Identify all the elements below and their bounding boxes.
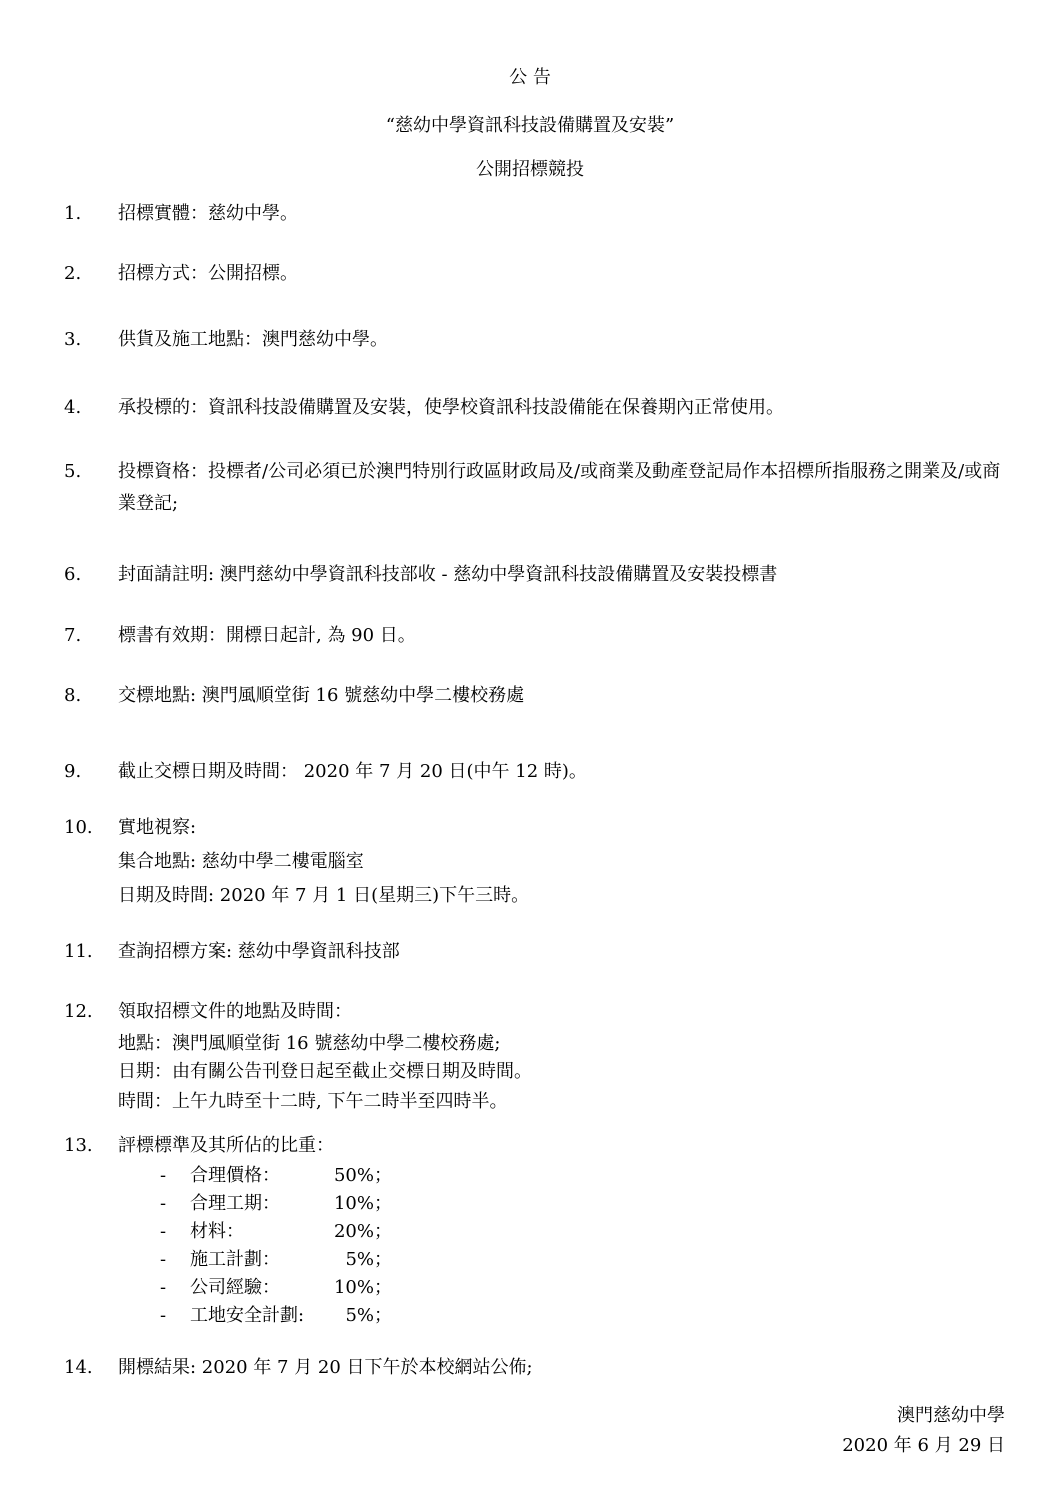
item-number: 9. (64, 761, 82, 782)
item-number: 7. (64, 625, 82, 646)
item-text: 供貨及施工地點：澳門慈幼中學。 (118, 329, 388, 350)
item-number: 5. (64, 461, 82, 482)
item-number: 3. (64, 329, 82, 350)
item-text: 截止交標日期及時間： 2020 年 7 月 20 日(中午 12 時)。 (118, 761, 587, 782)
criteria-label: 施工計劃： (190, 1249, 280, 1270)
criteria-bullet: - (160, 1277, 167, 1298)
criteria-weight: 5%； (345, 1305, 392, 1326)
issue-date: 2020 年 6 月 29 日 (842, 1435, 1005, 1456)
criteria-label: 工地安全計劃: (190, 1305, 305, 1326)
criteria-weight: 50%； (333, 1165, 392, 1186)
criteria-weight: 20%； (333, 1221, 392, 1242)
item-text: 投標資格：投標者/公司必須已於澳門特別行政區財政局及/或商業及動產登記局作本招標所指服務之開業及/或商業登記; (118, 461, 1001, 514)
item-text: 封面請註明: 澳門慈幼中學資訊科技部收 - 慈幼中學資訊科技設備購置及安裝投標書 (118, 564, 778, 585)
item-number: 14. (64, 1357, 93, 1378)
item-text: 標書有效期：開標日起計, 為 90 日。 (118, 625, 416, 646)
criteria-label: 公司經驗： (190, 1277, 280, 1298)
item-text: 查詢招標方案: 慈幼中學資訊科技部 (118, 941, 400, 962)
item-subline: 日期及時間: 2020 年 7 月 1 日(星期三)下午三時。 (118, 885, 530, 906)
notice-subject: “慈幼中學資訊科技設備購置及安裝” (385, 115, 675, 136)
item-number: 8. (64, 685, 82, 706)
item-text: 承投標的：資訊科技設備購置及安裝，使學校資訊科技設備能在保養期內正常使用。 (118, 397, 784, 418)
criteria-weight: 10%； (333, 1277, 392, 1298)
item-text: 評標標準及其所佔的比重： (118, 1135, 334, 1156)
item-number: 10. (64, 817, 93, 838)
item-text: 招標實體：慈幼中學。 (118, 203, 298, 224)
item-number: 12. (64, 1001, 93, 1022)
criteria-bullet: - (160, 1305, 167, 1326)
item-subline: 地點：澳門風順堂街 16 號慈幼中學二樓校務處; (118, 1033, 501, 1054)
item-number: 11. (64, 941, 93, 962)
item-text: 招標方式：公開招標。 (118, 263, 298, 284)
item-text: 實地視察: (118, 817, 197, 838)
item-number: 13. (64, 1135, 93, 1156)
item-text: 開標結果: 2020 年 7 月 20 日下午於本校網站公佈; (118, 1357, 533, 1378)
item-number: 4. (64, 397, 82, 418)
item-text: 領取招標文件的地點及時間： (118, 1001, 352, 1022)
criteria-bullet: - (160, 1165, 167, 1186)
notice-subtitle: 公開招標競投 (476, 159, 584, 180)
item-number: 2. (64, 263, 82, 284)
item-number: 6. (64, 564, 82, 585)
item-text: 交標地點: 澳門風順堂街 16 號慈幼中學二樓校務處 (118, 685, 525, 706)
criteria-bullet: - (160, 1221, 167, 1242)
item-subline: 時間：上午九時至十二時, 下午二時半至四時半。 (118, 1091, 508, 1112)
criteria-bullet: - (160, 1193, 167, 1214)
criteria-weight: 5%； (345, 1249, 392, 1270)
criteria-label: 材料： (190, 1221, 244, 1242)
criteria-label: 合理工期： (190, 1193, 280, 1214)
issuer-name: 澳門慈幼中學 (897, 1405, 1005, 1426)
criteria-weight: 10%； (333, 1193, 392, 1214)
item-subline: 日期：由有關公告刊登日起至截止交標日期及時間。 (118, 1061, 532, 1082)
item-subline: 集合地點: 慈幼中學二樓電腦室 (118, 851, 364, 872)
criteria-bullet: - (160, 1249, 167, 1270)
criteria-label: 合理價格： (190, 1165, 280, 1186)
item-number: 1. (64, 203, 82, 224)
notice-title: 公 告 (509, 67, 551, 88)
